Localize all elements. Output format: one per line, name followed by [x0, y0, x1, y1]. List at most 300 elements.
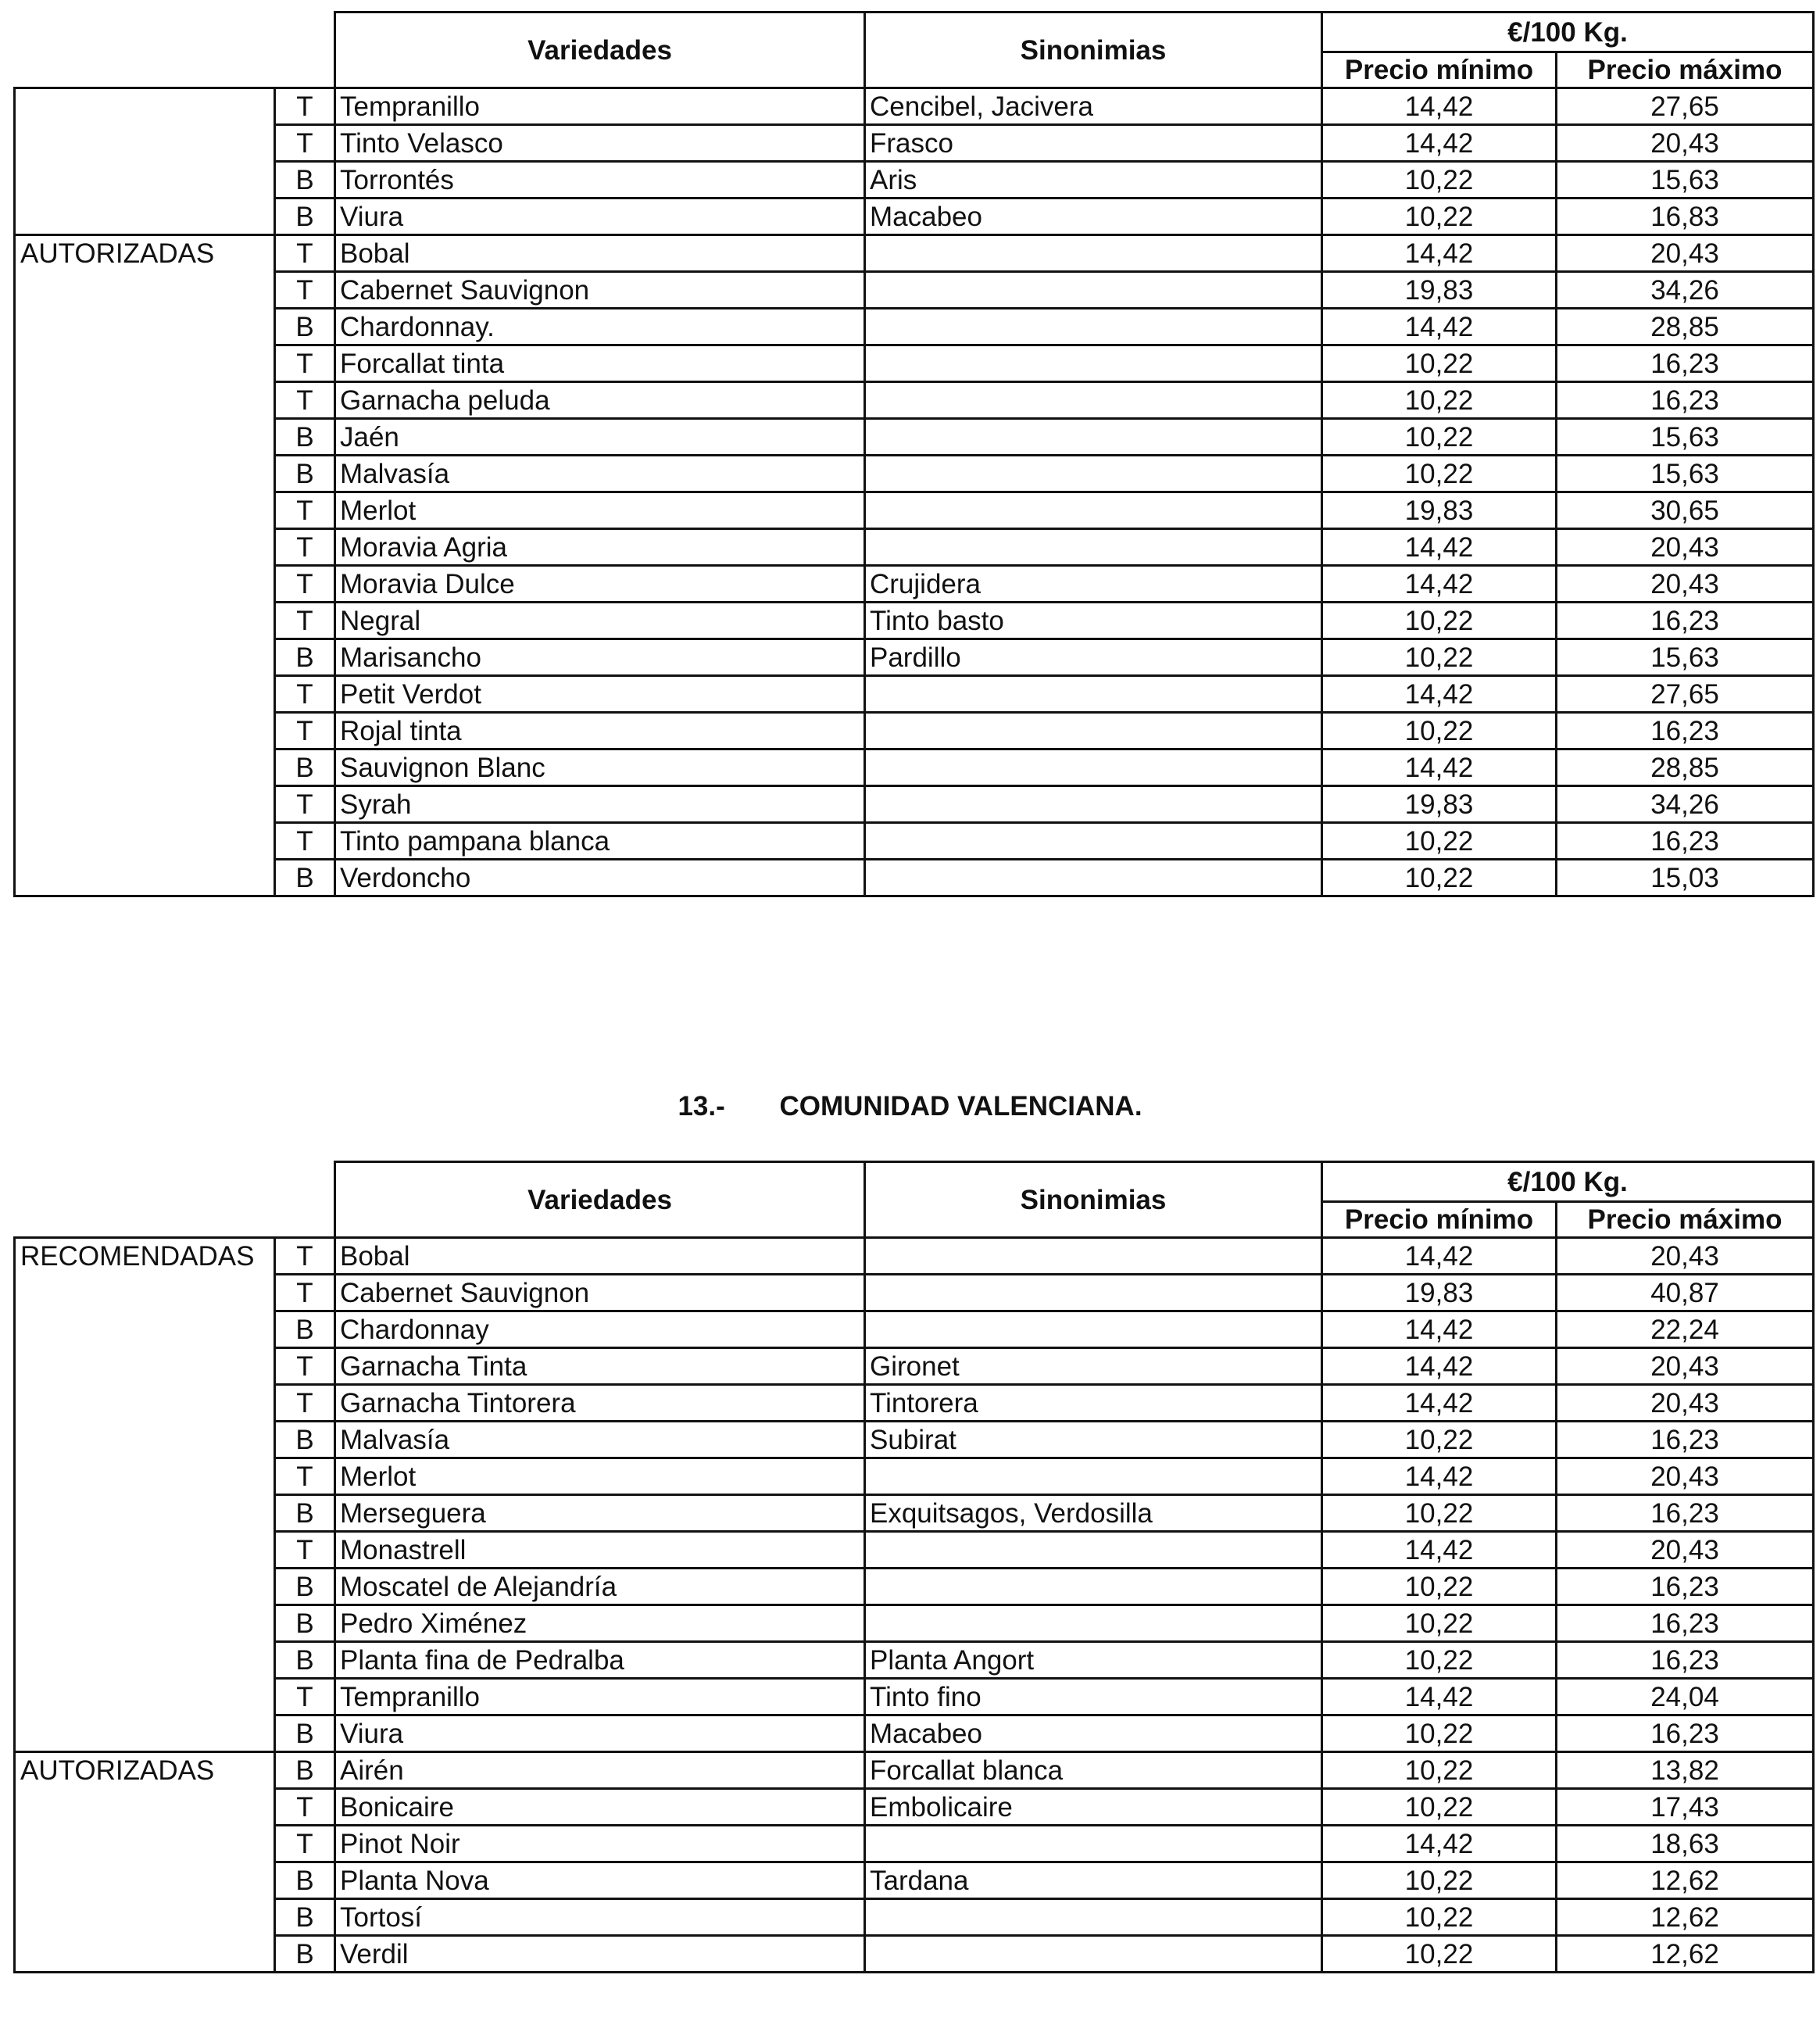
variety-type: B: [275, 1862, 335, 1899]
max-price: 15,63: [1557, 456, 1814, 492]
table-row: [15, 309, 1814, 345]
variety-name: Pinot Noir: [335, 1826, 865, 1862]
min-price: 19,83: [1322, 1275, 1557, 1311]
variety-synonyms: [865, 1936, 1322, 1973]
variety-type: T: [275, 1385, 335, 1422]
table-row: [15, 1422, 1814, 1458]
variety-type: T: [275, 1238, 335, 1275]
group-label: [15, 566, 275, 603]
variety-name: Tempranillo: [335, 1679, 865, 1715]
variety-synonyms: [865, 676, 1322, 713]
variety-type: B: [275, 749, 335, 786]
min-price-header: Precio mínimo: [1322, 1202, 1557, 1238]
min-price: 10,22: [1322, 603, 1557, 639]
variety-synonyms: Tinto fino: [865, 1679, 1322, 1715]
max-price: 17,43: [1557, 1789, 1814, 1826]
variety-type: T: [275, 1275, 335, 1311]
table-row: [15, 125, 1814, 162]
table-row: [15, 786, 1814, 823]
min-price: 10,22: [1322, 1936, 1557, 1973]
section-number: 13.-: [678, 1091, 725, 1122]
variety-name: Moscatel de Alejandría: [335, 1569, 865, 1605]
max-price: 15,03: [1557, 860, 1814, 896]
variety-type: B: [275, 860, 335, 896]
variety-name: Petit Verdot: [335, 676, 865, 713]
group-label: [15, 382, 275, 419]
min-price: 10,22: [1322, 162, 1557, 199]
table-row: [15, 1679, 1814, 1715]
variety-name: Cabernet Sauvignon: [335, 272, 865, 309]
variety-type: B: [275, 1311, 335, 1348]
group-label: [15, 1679, 275, 1715]
max-price: 16,23: [1557, 603, 1814, 639]
variety-name: Forcallat tinta: [335, 345, 865, 382]
table-row: [15, 860, 1814, 896]
variety-type: B: [275, 162, 335, 199]
max-price: 13,82: [1557, 1752, 1814, 1789]
group-label: [15, 786, 275, 823]
variety-synonyms: [865, 1569, 1322, 1605]
variety-name: Garnacha peluda: [335, 382, 865, 419]
variety-name: Syrah: [335, 786, 865, 823]
min-price: 19,83: [1322, 786, 1557, 823]
table-row: [15, 1899, 1814, 1936]
group-label: [15, 1899, 275, 1936]
max-price: 16,23: [1557, 345, 1814, 382]
variety-type: T: [275, 272, 335, 309]
max-price: 12,62: [1557, 1899, 1814, 1936]
min-price: 14,42: [1322, 235, 1557, 272]
variety-type: B: [275, 419, 335, 456]
table-row: [15, 1569, 1814, 1605]
min-price: 14,42: [1322, 566, 1557, 603]
group-label: [15, 1348, 275, 1385]
max-price: 16,23: [1557, 1715, 1814, 1752]
table-row: [15, 272, 1814, 309]
variety-name: Merlot: [335, 1458, 865, 1495]
table-row: [15, 823, 1814, 860]
min-price: 19,83: [1322, 492, 1557, 529]
table-row: [15, 88, 1814, 125]
variety-synonyms: [865, 419, 1322, 456]
max-price: 18,63: [1557, 1826, 1814, 1862]
group-label: [15, 345, 275, 382]
group-label: [15, 1715, 275, 1752]
variety-name: Planta fina de Pedralba: [335, 1642, 865, 1679]
table-body: [15, 88, 1814, 896]
variety-synonyms: Macabeo: [865, 199, 1322, 235]
min-price: 10,22: [1322, 639, 1557, 676]
group-label: [15, 1385, 275, 1422]
max-price: 34,26: [1557, 272, 1814, 309]
variety-name: Tinto pampana blanca: [335, 823, 865, 860]
variety-type: T: [275, 492, 335, 529]
max-price: 16,23: [1557, 1605, 1814, 1642]
max-price: 16,83: [1557, 199, 1814, 235]
variety-synonyms: [865, 749, 1322, 786]
min-price: 10,22: [1322, 823, 1557, 860]
group-label: [15, 162, 275, 199]
variety-name: Verdoncho: [335, 860, 865, 896]
table-row: [15, 1238, 1814, 1275]
max-price: 16,23: [1557, 823, 1814, 860]
price-group-header: €/100 Kg.: [1322, 13, 1814, 52]
max-price: 20,43: [1557, 1385, 1814, 1422]
min-price: 10,22: [1322, 1862, 1557, 1899]
variety-type: B: [275, 1422, 335, 1458]
variety-type: T: [275, 1679, 335, 1715]
max-price: 28,85: [1557, 309, 1814, 345]
section-name: COMUNIDAD VALENCIANA.: [779, 1091, 1142, 1122]
variety-name: Viura: [335, 199, 865, 235]
group-label: [15, 199, 275, 235]
group-label: [15, 1532, 275, 1569]
variety-synonyms: Aris: [865, 162, 1322, 199]
variety-type: T: [275, 1532, 335, 1569]
table-row: [15, 1458, 1814, 1495]
variety-type: T: [275, 235, 335, 272]
variety-name: Malvasía: [335, 456, 865, 492]
table-row: [15, 749, 1814, 786]
variety-synonyms: Gironet: [865, 1348, 1322, 1385]
variety-synonyms: [865, 1275, 1322, 1311]
price-group-header: €/100 Kg.: [1322, 1162, 1814, 1202]
max-price: 16,23: [1557, 1495, 1814, 1532]
variety-name: Verdil: [335, 1936, 865, 1973]
table-row: [15, 199, 1814, 235]
variety-name: Moravia Agria: [335, 529, 865, 566]
variety-type: B: [275, 1936, 335, 1973]
table-row: [15, 1275, 1814, 1311]
min-price: 14,42: [1322, 1826, 1557, 1862]
table-row: [15, 235, 1814, 272]
max-price: 28,85: [1557, 749, 1814, 786]
varieties-header: Variedades: [335, 13, 865, 88]
min-price-header: Precio mínimo: [1322, 52, 1557, 88]
variety-name: Tinto Velasco: [335, 125, 865, 162]
min-price: 10,22: [1322, 345, 1557, 382]
table-row: [15, 419, 1814, 456]
max-price: 12,62: [1557, 1862, 1814, 1899]
variety-type: B: [275, 1899, 335, 1936]
variety-type: B: [275, 1715, 335, 1752]
min-price: 14,42: [1322, 1532, 1557, 1569]
variety-type: B: [275, 199, 335, 235]
variety-name: Pedro Ximénez: [335, 1605, 865, 1642]
max-price: 20,43: [1557, 125, 1814, 162]
variety-type: T: [275, 713, 335, 749]
variety-name: Negral: [335, 603, 865, 639]
table-row: [15, 345, 1814, 382]
group-label: [15, 1458, 275, 1495]
variety-type: T: [275, 786, 335, 823]
min-price: 10,22: [1322, 1752, 1557, 1789]
variety-synonyms: [865, 1605, 1322, 1642]
variety-type: T: [275, 1348, 335, 1385]
header-blank: [15, 1162, 335, 1238]
variety-synonyms: Tardana: [865, 1862, 1322, 1899]
group-label: [15, 823, 275, 860]
header-row: [15, 1162, 1814, 1202]
group-label: [15, 492, 275, 529]
group-label: AUTORIZADAS: [15, 235, 275, 272]
variety-synonyms: [865, 345, 1322, 382]
max-price: 27,65: [1557, 88, 1814, 125]
section-title: [0, 1091, 1820, 1122]
variety-name: Garnacha Tintorera: [335, 1385, 865, 1422]
table-row: [15, 1752, 1814, 1789]
min-price: 19,83: [1322, 272, 1557, 309]
variety-synonyms: [865, 1238, 1322, 1275]
variety-type: B: [275, 1752, 335, 1789]
min-price: 14,42: [1322, 529, 1557, 566]
table-row: [15, 1715, 1814, 1752]
group-label: [15, 1605, 275, 1642]
variety-type: B: [275, 1569, 335, 1605]
variety-name: Tempranillo: [335, 88, 865, 125]
group-label: [15, 125, 275, 162]
table-row: [15, 1936, 1814, 1973]
max-price-header: Precio máximo: [1557, 52, 1814, 88]
variety-name: Rojal tinta: [335, 713, 865, 749]
variety-synonyms: [865, 529, 1322, 566]
table-row: [15, 1642, 1814, 1679]
group-label: [15, 1275, 275, 1311]
variety-synonyms: Pardillo: [865, 639, 1322, 676]
variety-name: Tortosí: [335, 1899, 865, 1936]
variety-type: T: [275, 125, 335, 162]
table-row: [15, 1789, 1814, 1826]
table-row: [15, 1385, 1814, 1422]
variety-synonyms: [865, 272, 1322, 309]
variety-name: Viura: [335, 1715, 865, 1752]
variety-type: T: [275, 566, 335, 603]
group-label: [15, 603, 275, 639]
min-price: 14,42: [1322, 309, 1557, 345]
table-row: [15, 1311, 1814, 1348]
group-label: RECOMENDADAS: [15, 1238, 275, 1275]
variety-name: Marisancho: [335, 639, 865, 676]
variety-synonyms: Tinto basto: [865, 603, 1322, 639]
max-price: 15,63: [1557, 162, 1814, 199]
max-price: 22,24: [1557, 1311, 1814, 1348]
min-price: 10,22: [1322, 1715, 1557, 1752]
min-price: 14,42: [1322, 676, 1557, 713]
max-price: 40,87: [1557, 1275, 1814, 1311]
group-label: [15, 749, 275, 786]
variety-synonyms: Embolicaire: [865, 1789, 1322, 1826]
table-row: [15, 1862, 1814, 1899]
group-label: [15, 1826, 275, 1862]
min-price: 14,42: [1322, 1238, 1557, 1275]
header-row: [15, 13, 1814, 52]
max-price: 16,23: [1557, 1422, 1814, 1458]
table-row: [15, 566, 1814, 603]
min-price: 10,22: [1322, 1495, 1557, 1532]
variety-synonyms: [865, 1532, 1322, 1569]
variety-type: T: [275, 603, 335, 639]
min-price: 14,42: [1322, 1385, 1557, 1422]
variety-name: Monastrell: [335, 1532, 865, 1569]
group-label: [15, 1422, 275, 1458]
variety-synonyms: [865, 860, 1322, 896]
group-label: [15, 1789, 275, 1826]
variety-type: T: [275, 382, 335, 419]
variety-synonyms: Planta Angort: [865, 1642, 1322, 1679]
variety-synonyms: [865, 1899, 1322, 1936]
max-price-header: Precio máximo: [1557, 1202, 1814, 1238]
min-price: 14,42: [1322, 1458, 1557, 1495]
variety-type: T: [275, 1789, 335, 1826]
max-price: 20,43: [1557, 1458, 1814, 1495]
table-body: [15, 1238, 1814, 1973]
variety-type: T: [275, 1826, 335, 1862]
group-label: [15, 419, 275, 456]
group-label: [15, 1862, 275, 1899]
group-label: [15, 456, 275, 492]
variety-synonyms: [865, 1311, 1322, 1348]
variety-type: B: [275, 1495, 335, 1532]
min-price: 14,42: [1322, 1348, 1557, 1385]
variety-synonyms: Tintorera: [865, 1385, 1322, 1422]
min-price: 14,42: [1322, 1311, 1557, 1348]
group-label: [15, 1642, 275, 1679]
group-label: [15, 88, 275, 125]
variety-type: T: [275, 823, 335, 860]
table-row: [15, 162, 1814, 199]
variety-type: B: [275, 1605, 335, 1642]
variety-name: Torrontés: [335, 162, 865, 199]
variety-type: T: [275, 676, 335, 713]
group-label: [15, 639, 275, 676]
min-price: 10,22: [1322, 713, 1557, 749]
variety-synonyms: [865, 1826, 1322, 1862]
table-row: [15, 1348, 1814, 1385]
variety-synonyms: Exquitsagos, Verdosilla: [865, 1495, 1322, 1532]
min-price: 10,22: [1322, 199, 1557, 235]
group-label: [15, 309, 275, 345]
variety-name: Bobal: [335, 1238, 865, 1275]
max-price: 34,26: [1557, 786, 1814, 823]
min-price: 10,22: [1322, 419, 1557, 456]
max-price: 20,43: [1557, 1348, 1814, 1385]
table-row: [15, 1495, 1814, 1532]
min-price: 14,42: [1322, 1679, 1557, 1715]
variety-type: B: [275, 309, 335, 345]
variety-name: Chardonnay: [335, 1311, 865, 1348]
min-price: 10,22: [1322, 1569, 1557, 1605]
variety-synonyms: Cencibel, Jacivera: [865, 88, 1322, 125]
group-label: [15, 1569, 275, 1605]
variety-name: Planta Nova: [335, 1862, 865, 1899]
variety-synonyms: [865, 786, 1322, 823]
variety-synonyms: Subirat: [865, 1422, 1322, 1458]
table-row: [15, 1605, 1814, 1642]
min-price: 10,22: [1322, 1642, 1557, 1679]
variety-type: T: [275, 345, 335, 382]
max-price: 16,23: [1557, 1642, 1814, 1679]
variety-name: Chardonnay.: [335, 309, 865, 345]
table-row: [15, 676, 1814, 713]
variety-name: Merlot: [335, 492, 865, 529]
min-price: 14,42: [1322, 88, 1557, 125]
variety-synonyms: [865, 1458, 1322, 1495]
table-row: [15, 1532, 1814, 1569]
min-price: 10,22: [1322, 1899, 1557, 1936]
min-price: 10,22: [1322, 1422, 1557, 1458]
min-price: 10,22: [1322, 456, 1557, 492]
max-price: 20,43: [1557, 566, 1814, 603]
variety-name: Merseguera: [335, 1495, 865, 1532]
min-price: 10,22: [1322, 1789, 1557, 1826]
variety-synonyms: [865, 713, 1322, 749]
max-price: 24,04: [1557, 1679, 1814, 1715]
varieties-table-2: [13, 1161, 1815, 1973]
variety-name: Moravia Dulce: [335, 566, 865, 603]
max-price: 20,43: [1557, 1238, 1814, 1275]
max-price: 20,43: [1557, 235, 1814, 272]
max-price: 16,23: [1557, 713, 1814, 749]
group-label: [15, 713, 275, 749]
variety-name: Airén: [335, 1752, 865, 1789]
variety-name: Bobal: [335, 235, 865, 272]
variety-name: Bonicaire: [335, 1789, 865, 1826]
table-row: [15, 713, 1814, 749]
variety-name: Malvasía: [335, 1422, 865, 1458]
min-price: 14,42: [1322, 749, 1557, 786]
table-row: [15, 529, 1814, 566]
variety-synonyms: [865, 235, 1322, 272]
variety-name: Garnacha Tinta: [335, 1348, 865, 1385]
variety-synonyms: Crujidera: [865, 566, 1322, 603]
variety-type: B: [275, 456, 335, 492]
variety-name: Cabernet Sauvignon: [335, 1275, 865, 1311]
table-row: [15, 1826, 1814, 1862]
synonyms-header: Sinonimias: [865, 13, 1322, 88]
header-blank: [15, 13, 335, 88]
synonyms-header: Sinonimias: [865, 1162, 1322, 1238]
variety-synonyms: Macabeo: [865, 1715, 1322, 1752]
variety-synonyms: [865, 382, 1322, 419]
table-row: [15, 603, 1814, 639]
variety-synonyms: [865, 309, 1322, 345]
group-label: AUTORIZADAS: [15, 1752, 275, 1789]
group-label: [15, 529, 275, 566]
variety-type: T: [275, 1458, 335, 1495]
group-label: [15, 272, 275, 309]
variety-synonyms: [865, 823, 1322, 860]
max-price: 15,63: [1557, 419, 1814, 456]
min-price: 14,42: [1322, 125, 1557, 162]
max-price: 16,23: [1557, 1569, 1814, 1605]
group-label: [15, 1936, 275, 1973]
min-price: 10,22: [1322, 382, 1557, 419]
max-price: 27,65: [1557, 676, 1814, 713]
variety-type: B: [275, 639, 335, 676]
group-label: [15, 676, 275, 713]
variety-name: Sauvignon Blanc: [335, 749, 865, 786]
variety-type: T: [275, 88, 335, 125]
max-price: 20,43: [1557, 1532, 1814, 1569]
min-price: 10,22: [1322, 1605, 1557, 1642]
varieties-header: Variedades: [335, 1162, 865, 1238]
variety-synonyms: [865, 492, 1322, 529]
max-price: 30,65: [1557, 492, 1814, 529]
table-row: [15, 382, 1814, 419]
group-label: [15, 1495, 275, 1532]
table-row: [15, 492, 1814, 529]
group-label: [15, 1311, 275, 1348]
